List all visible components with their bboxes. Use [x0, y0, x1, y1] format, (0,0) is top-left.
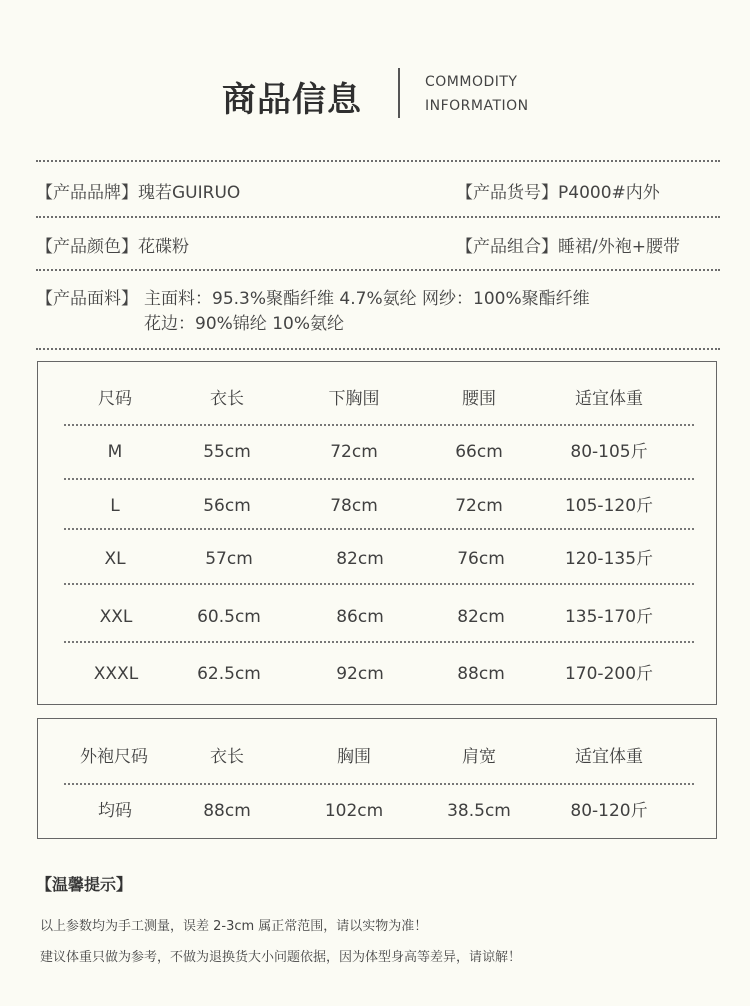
weight-cell: 80-105斤	[570, 442, 648, 462]
underbust-cell: 86cm	[336, 607, 384, 627]
subtitle-line-2: INFORMATION	[425, 98, 529, 114]
weight-cell: 135-170斤	[564, 607, 654, 627]
row-divider	[64, 783, 694, 785]
header-cell: 适宜体重	[575, 747, 643, 767]
row-divider	[64, 583, 694, 585]
size-cell: XL	[104, 549, 126, 569]
table-row	[38, 597, 718, 637]
robe-table-header	[38, 737, 718, 777]
length-cell: 88cm	[203, 801, 251, 821]
title-divider	[398, 68, 400, 118]
size-cell: 均码	[98, 801, 132, 821]
size-table-header	[38, 379, 718, 419]
table-row	[38, 486, 718, 526]
fabric-line-2: 花边：90%锦纶 10%氨纶	[144, 314, 344, 334]
size-cell: L	[110, 496, 120, 516]
row-divider	[64, 641, 694, 643]
header-cell: 外袍尺码	[80, 747, 148, 767]
brand-text: 【产品品牌】瑰若GUIRUO	[36, 183, 241, 203]
page-subtitle	[425, 70, 529, 118]
underbust-cell: 72cm	[330, 442, 378, 462]
page-header	[0, 60, 750, 130]
header-cell: 胸围	[337, 747, 371, 767]
shoulder-cell: 38.5cm	[447, 801, 511, 821]
waist-cell: 72cm	[455, 496, 503, 516]
divider	[36, 348, 720, 350]
table-row	[38, 791, 718, 831]
waist-cell: 82cm	[457, 607, 505, 627]
weight-cell: 80-120斤	[570, 801, 648, 821]
divider	[36, 269, 720, 271]
combo-text: 【产品组合】睡裙/外袍+腰带	[456, 237, 680, 257]
tip-line-1: 以上参数均为手工测量，误差 2-3cm 属正常范围，请以实物为准！	[40, 919, 428, 934]
robe-size-table	[37, 718, 717, 839]
divider	[36, 216, 720, 218]
header-cell: 腰围	[462, 389, 496, 409]
fabric-line-1: 主面料：95.3%聚酯纤维 4.7%氨纶 网纱：100%聚酯纤维	[144, 289, 590, 309]
table-row	[38, 432, 718, 472]
header-cell: 肩宽	[462, 747, 496, 767]
waist-cell: 88cm	[457, 664, 505, 684]
size-table	[37, 361, 717, 705]
fabric-info	[36, 287, 590, 337]
underbust-cell: 92cm	[336, 664, 384, 684]
size-cell: M	[107, 442, 123, 462]
row-divider	[64, 478, 694, 480]
length-cell: 55cm	[203, 442, 251, 462]
bust-cell: 102cm	[324, 801, 384, 821]
table-row	[38, 539, 718, 579]
length-cell: 57cm	[205, 549, 253, 569]
size-cell: XXL	[99, 607, 133, 627]
header-cell: 适宜体重	[575, 389, 643, 409]
length-cell: 60.5cm	[197, 607, 261, 627]
header-cell: 衣长	[210, 747, 244, 767]
header-cell: 下胸围	[328, 389, 380, 409]
header-cell: 衣长	[210, 389, 244, 409]
weight-cell: 120-135斤	[564, 549, 654, 569]
waist-cell: 66cm	[455, 442, 503, 462]
divider	[36, 160, 720, 162]
table-row	[38, 654, 718, 694]
fabric-label: 【产品面料】	[36, 289, 138, 309]
length-cell: 62.5cm	[197, 664, 261, 684]
page-title: 商品信息	[222, 80, 362, 120]
weight-cell: 170-200斤	[564, 664, 654, 684]
tips-title: 【温馨提示】	[36, 875, 133, 894]
tip-line-2: 建议体重只做为参考，不做为退换货大小问题依据，因为体型身高等差异，请谅解！	[40, 950, 522, 965]
underbust-cell: 78cm	[330, 496, 378, 516]
waist-cell: 76cm	[457, 549, 505, 569]
weight-cell: 105-120斤	[564, 496, 654, 516]
item-number-text: 【产品货号】P4000#内外	[456, 183, 660, 203]
header-cell: 尺码	[98, 389, 132, 409]
size-cell: XXXL	[93, 664, 139, 684]
underbust-cell: 82cm	[336, 549, 384, 569]
row-divider	[64, 528, 694, 530]
length-cell: 56cm	[203, 496, 251, 516]
color-text: 【产品颜色】花碟粉	[36, 237, 189, 257]
subtitle-line-1: COMMODITY	[425, 74, 518, 90]
row-divider	[64, 424, 694, 426]
